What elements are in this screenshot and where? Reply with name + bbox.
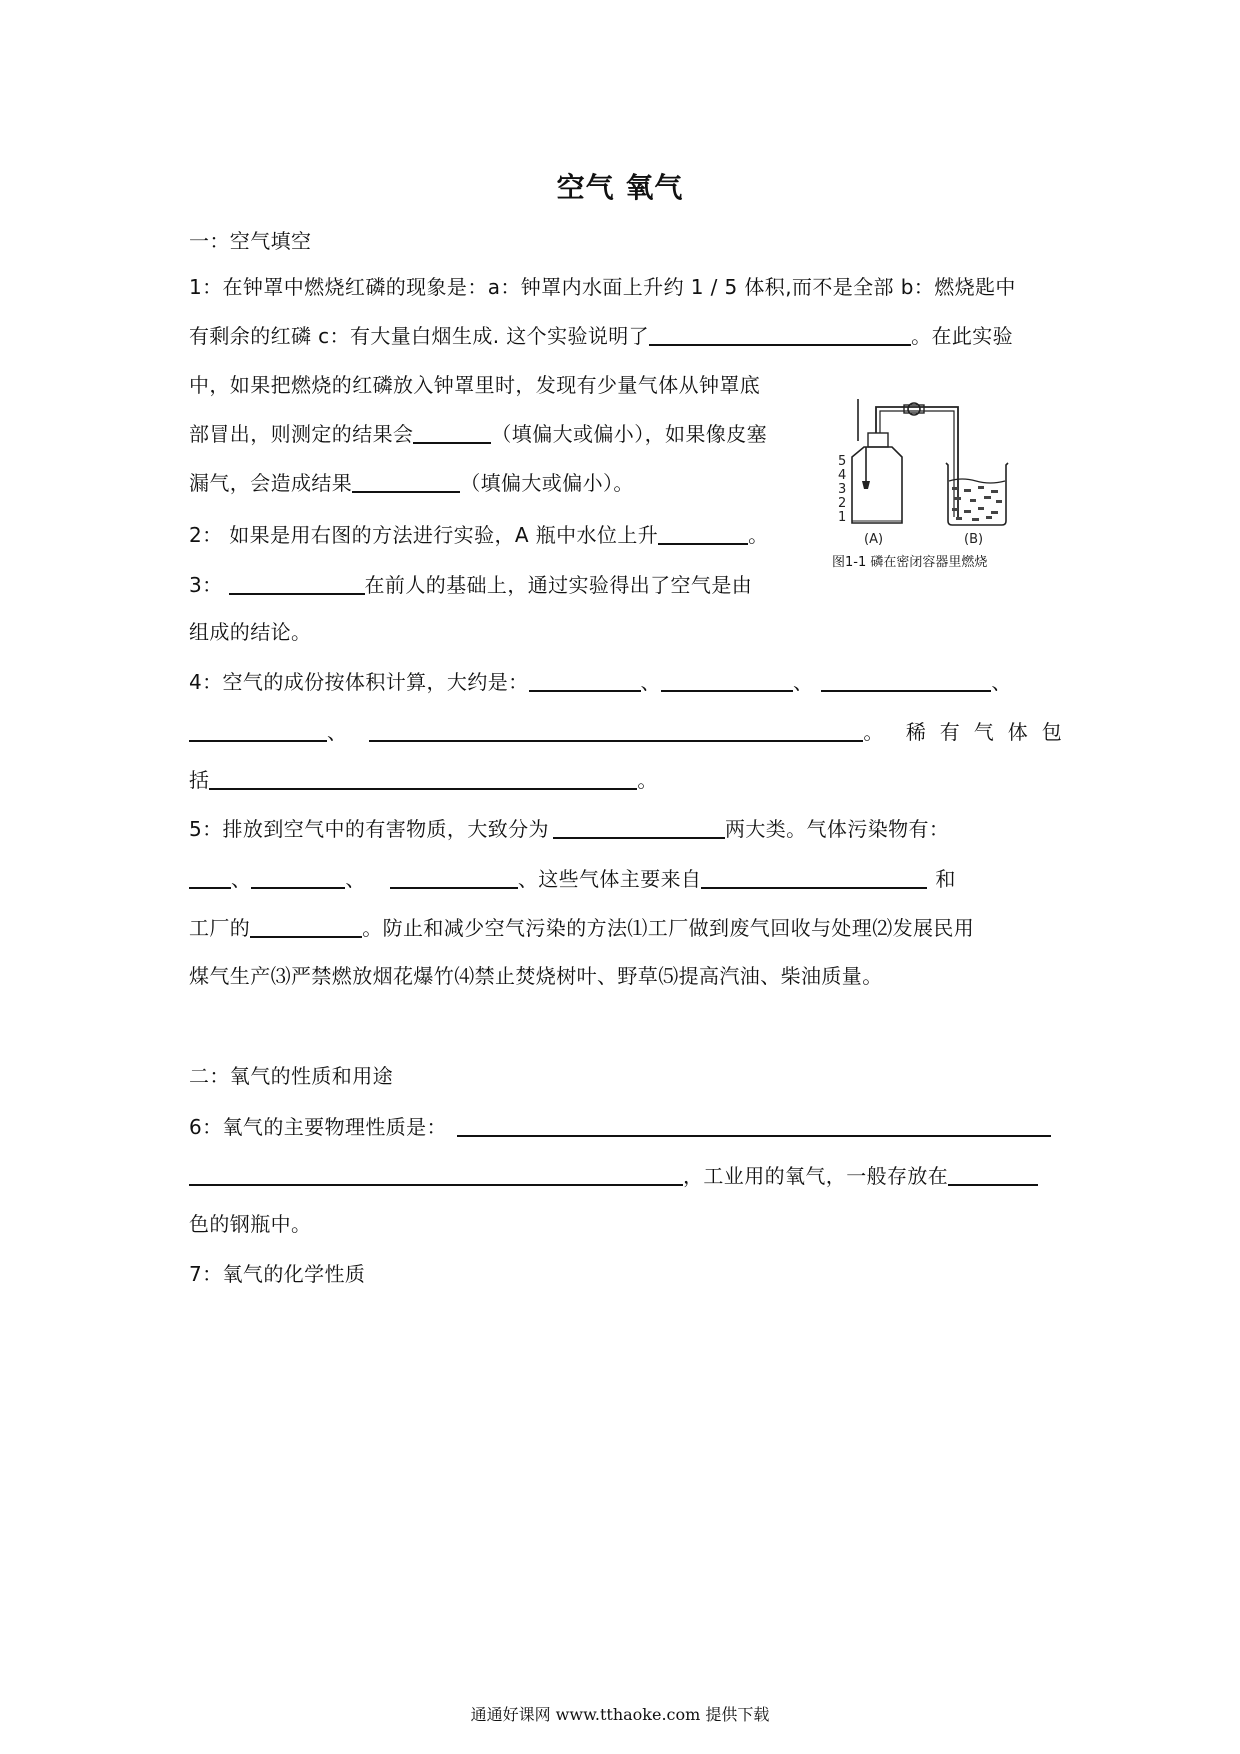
q1-line2-end: 。在此实验	[911, 324, 1014, 348]
q5-blank-factory[interactable]	[250, 914, 362, 938]
q1-line4	[189, 420, 767, 447]
q1-line2	[189, 322, 1013, 349]
q1-blank-leak[interactable]	[352, 469, 460, 493]
scale-3: 3	[838, 482, 847, 497]
scale-5: 5	[838, 454, 847, 469]
q1-line4-end: （填偏大或偏小），如果像皮塞	[491, 422, 768, 446]
q1-line1: 1：在钟罩中燃烧红磷的现象是：a：钟罩内水面上升约 1 / 5 体积,而不是全部 b：燃烧匙中	[189, 275, 1016, 299]
q4-blank-2[interactable]	[661, 668, 793, 692]
q5-text5: 。防止和减少空气污染的方法⑴工厂做到废气回收与处理⑵发展民用	[362, 916, 975, 940]
scale-2: 2	[838, 496, 847, 511]
apparatus-diagram	[836, 393, 1036, 573]
q4-rare-gas-text: 稀有气体包	[905, 720, 1076, 744]
page-title: 空气 氧气	[556, 171, 684, 204]
q4-blank-4[interactable]	[189, 718, 327, 742]
q5-blank-3[interactable]	[390, 865, 518, 889]
q6-line3: 色的钢瓶中。	[189, 1212, 312, 1236]
q6-blank-2[interactable]	[189, 1162, 683, 1186]
scale-4: 4	[838, 468, 847, 483]
q6-blank-color[interactable]	[948, 1162, 1038, 1186]
q5-text3: 、这些气体主要来自	[517, 867, 702, 891]
section2-heading: 二：氧气的性质和用途	[189, 1064, 393, 1088]
q3-text2: 在前人的基础上，通过实验得出了空气是由	[364, 573, 753, 597]
label-a: (A)	[864, 532, 884, 547]
q6-text: 6：氧气的主要物理性质是：	[189, 1115, 447, 1139]
q4-line3-end: 。	[637, 768, 658, 792]
q6-line2	[189, 1162, 1038, 1189]
scale-1: 1	[838, 510, 847, 525]
q4-end: 。	[863, 720, 884, 744]
q3-line1	[189, 571, 752, 598]
apparatus-figure	[832, 393, 1036, 573]
q4-line1	[189, 668, 1012, 695]
q4-sep-4: 、	[327, 720, 348, 744]
q5-blank-1[interactable]	[189, 865, 231, 889]
q2-line	[189, 521, 769, 548]
q6-line1	[189, 1113, 1051, 1140]
q5-blank-2[interactable]	[251, 865, 345, 889]
q3-text: 3：	[189, 573, 223, 597]
figure-caption: 图1-1 磷在密闭容器里燃烧	[832, 555, 988, 570]
q5-text2: 两大类。气体污染物有：	[724, 817, 950, 841]
label-b: (B)	[964, 532, 984, 547]
q4-blank-5[interactable]	[369, 718, 863, 742]
q5-sep-2: 、	[345, 867, 366, 891]
q4-sep-3: 、	[991, 670, 1012, 694]
q1-line5	[189, 469, 634, 496]
q4-sep-1: 、	[640, 670, 661, 694]
q5-line3	[189, 914, 974, 941]
q1-blank-result[interactable]	[413, 420, 491, 444]
q5-text: 5：排放到空气中的有害物质，大致分为	[189, 817, 549, 841]
q5-line2	[189, 865, 956, 892]
q5-text4: 工厂的	[189, 916, 251, 940]
q4-line3	[189, 766, 658, 793]
q5-sep-1: 、	[231, 867, 252, 891]
q4-blank-3[interactable]	[821, 668, 991, 692]
q4-sep-2: 、	[792, 670, 814, 694]
q1-line5-text: 漏气，会造成结果	[189, 471, 353, 495]
q4-blank-rare-gas[interactable]	[209, 766, 637, 790]
q2-blank[interactable]	[658, 521, 748, 545]
q4-text: 4：空气的成份按体积计算，大约是：	[189, 670, 529, 694]
q1-line2-text: 有剩余的红磷 c：有大量白烟生成. 这个实验说明了	[189, 324, 650, 348]
q4-blank-1[interactable]	[529, 668, 641, 692]
q6-blank-1[interactable]	[457, 1113, 1051, 1137]
q2-text: 2： 如果是用右图的方法进行实验，A 瓶中水位上升	[189, 523, 659, 547]
q4-line2	[189, 718, 1076, 745]
page-footer: 通通好课网 www.tthaoke.com 提供下载	[470, 1705, 770, 1724]
q5-line1	[189, 815, 949, 842]
q3-line2: 组成的结论。	[189, 620, 312, 644]
q6-text2: ，工业用的氧气，一般存放在	[683, 1164, 949, 1188]
q7-line: 7：氧气的化学性质	[189, 1262, 366, 1286]
q1-line3: 中，如果把燃烧的红磷放入钟罩里时，发现有少量气体从钟罩底	[189, 373, 761, 397]
q4-line3-text: 括	[189, 768, 210, 792]
q5-and: 和	[935, 867, 956, 891]
section1-heading: 一：空气填空	[189, 229, 312, 253]
q5-blank-source[interactable]	[701, 865, 927, 889]
q3-blank-scientist[interactable]	[229, 571, 365, 595]
q1-line4-text: 部冒出，则测定的结果会	[189, 422, 414, 446]
q5-blank-categories[interactable]	[553, 815, 725, 839]
q2-end: 。	[748, 523, 769, 547]
q1-line5-end: （填偏大或偏小）。	[460, 471, 634, 495]
q1-blank-conclusion[interactable]	[649, 322, 911, 346]
q5-line4: 煤气生产⑶严禁燃放烟花爆竹⑷禁止焚烧树叶、野草⑸提高汽油、柴油质量。	[189, 964, 883, 988]
